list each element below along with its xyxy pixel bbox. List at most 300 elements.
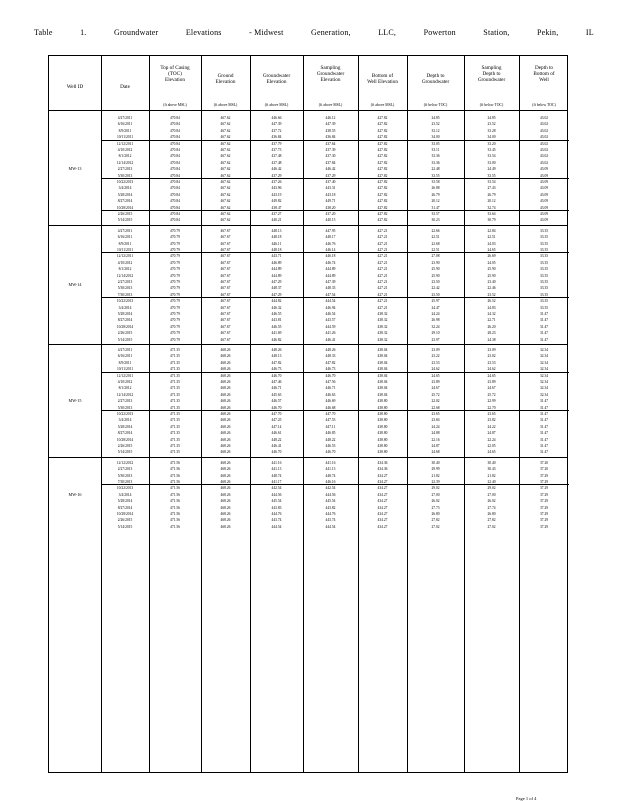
table-row (49, 266, 567, 272)
table-cell: 26.88 (431, 186, 440, 191)
table-cell: 7/30/2013 (117, 480, 133, 484)
table-cell: 37.29 (539, 473, 549, 478)
table-row (49, 353, 567, 359)
table-cell: 5/14/2015 (117, 337, 133, 342)
table-cell: 21.82 (487, 473, 496, 478)
table-cell: 471.56 (170, 460, 180, 465)
table-cell: 24.85 (431, 116, 440, 120)
table-row (49, 115, 567, 121)
table-cell: 446.69 (325, 399, 336, 404)
table-cell: 23.89 (431, 380, 440, 384)
table-cell: 437.73 (271, 148, 282, 152)
table-cell: 427.21 (377, 267, 388, 272)
table-cell: 468.26 (220, 486, 231, 491)
table-cell: 31.47 (539, 431, 549, 436)
table-cell: 26.80 (487, 512, 496, 516)
table-cell: 2/26/2015 (117, 444, 133, 448)
table-cell: 434.36 (377, 467, 388, 472)
table-cell: 427.21 (377, 248, 388, 252)
table-cell: 445.54 (325, 499, 336, 504)
table-cell: 471.35 (170, 373, 180, 378)
table-cell: 10/11/2011 (116, 135, 134, 140)
table-cell: 27.02 (431, 524, 440, 529)
table-cell: 24.83 (487, 305, 496, 310)
table-cell: 471.56 (170, 486, 180, 491)
table-cell: 31.47 (539, 418, 549, 423)
table-cell: 434.27 (377, 473, 388, 478)
table-cell: 444.89 (325, 273, 336, 278)
table-cell: 43.02 (539, 122, 549, 127)
table-cell: 22.51 (487, 235, 496, 240)
table-cell: 5/28/2014 (117, 499, 133, 504)
title-word: Groundwater (113, 28, 159, 37)
table-cell: 22.39 (431, 480, 440, 484)
table-cell: 467.67 (220, 260, 231, 265)
table-cell: 5/30/2013 (117, 473, 133, 478)
table-cell: 448.33 (325, 286, 336, 291)
table-cell: 26.02 (487, 499, 496, 504)
table-cell: 468.26 (220, 392, 231, 397)
well-id: MW-14 (68, 282, 82, 288)
table-cell: 10/22/2013 (116, 486, 134, 491)
table-cell: 438.04 (377, 354, 388, 359)
table-cell: 22.16 (431, 437, 440, 442)
table-cell: 468.26 (220, 348, 231, 352)
table-row (49, 179, 567, 185)
table-cell: 444.56 (325, 492, 336, 497)
table-cell: 26.20 (487, 324, 496, 329)
table-cell: 468.26 (220, 467, 231, 472)
table-cell: 8/1/2012 (118, 386, 132, 391)
table-cell: 24.62 (487, 367, 496, 372)
table-cell: 37.29 (539, 499, 549, 504)
table-cell: 438.04 (377, 386, 388, 391)
table-cell: 25.97 (431, 299, 440, 304)
table-cell: 5/14/2015 (117, 524, 133, 529)
table-cell: 43.09 (539, 186, 549, 191)
table-cell: 443.18 (325, 192, 336, 197)
table-cell: 24.62 (431, 367, 440, 372)
column-header-line: Elevation (165, 77, 185, 83)
table-cell: 467.62 (220, 180, 231, 184)
table-cell: 446.73 (271, 367, 282, 372)
table-cell: 37.20 (539, 467, 549, 472)
table-cell: 447.70 (271, 412, 282, 416)
table-cell: 467.62 (220, 167, 231, 172)
table-cell: 471.35 (170, 418, 180, 423)
table-cell: 33.35 (539, 260, 549, 265)
table-cell: 2/26/2015 (117, 331, 133, 336)
table-cell: 467.62 (220, 186, 231, 191)
table-cell: 29.99 (431, 467, 440, 472)
table-cell: 8/27/2014 (117, 505, 133, 510)
table-cell: 467.67 (220, 235, 231, 240)
table-cell: 26.02 (431, 499, 440, 504)
table-cell: 467.67 (220, 267, 231, 272)
table-cell: 442.54 (271, 486, 282, 491)
column-header (149, 56, 201, 111)
table-cell: 468.26 (220, 354, 231, 359)
table-cell: 434.27 (377, 486, 388, 491)
column-header-line: Depth to (534, 65, 553, 71)
table-cell: 5/30/2013 (117, 173, 133, 178)
table-cell: 446.16 (325, 480, 336, 484)
table-cell: 33.20 (487, 141, 496, 146)
table-cell: 449.71 (325, 199, 336, 204)
column-header (49, 56, 101, 111)
well-separator (49, 344, 567, 345)
table-cell: 8/9/2011 (118, 360, 132, 365)
table-cell: 8/1/2012 (118, 267, 132, 272)
table-cell: 470.79 (170, 324, 180, 329)
table-cell: 438.32 (377, 318, 388, 323)
table-cell: 446.41 (325, 337, 336, 342)
table-cell: 443.74 (325, 518, 336, 523)
column-unit: (ft above MSL) (370, 103, 395, 107)
table-cell: 31.47 (539, 450, 549, 455)
table-cell: 443.74 (271, 518, 282, 523)
column-header-line: Groundwater (262, 73, 291, 79)
table-cell: 22.48 (431, 167, 440, 172)
table-cell: 24.24 (431, 424, 440, 429)
table-cell: 8/27/2014 (117, 318, 133, 323)
table-cell: 441.26 (325, 331, 336, 336)
table-cell: 23.52 (431, 122, 440, 127)
table-cell: 434.27 (377, 524, 388, 529)
title-word: Pekin, (537, 28, 559, 37)
table-cell: 427.82 (377, 135, 388, 140)
table-cell: 468.26 (220, 492, 231, 497)
table-cell: 427.82 (377, 116, 388, 120)
table-cell: 427.82 (377, 154, 388, 159)
column-divider (407, 56, 408, 772)
table-cell: 33.45 (487, 148, 496, 152)
table-row (49, 279, 567, 288)
table-cell: 33.35 (539, 299, 549, 304)
table-cell: 470.79 (170, 299, 180, 304)
table-cell: 470.79 (170, 280, 180, 284)
table-cell: 446.63 (325, 392, 336, 397)
table-row (49, 498, 567, 504)
table-cell: 12/14/2012 (116, 392, 134, 397)
table-cell: 444.89 (271, 273, 282, 278)
table-cell: 32.34 (539, 380, 549, 384)
table-cell: 4/10/2012 (117, 260, 133, 265)
table-cell: 26.80 (431, 512, 440, 516)
table-cell: 447.14 (271, 424, 282, 429)
table-row (49, 443, 567, 449)
table-cell: 448.26 (325, 348, 336, 352)
table-cell: 467.62 (220, 128, 231, 133)
table-row (49, 373, 567, 379)
table-cell: 470.79 (170, 260, 180, 265)
table-cell: 443.31 (325, 186, 336, 191)
table-cell: 446.57 (271, 399, 282, 404)
table-cell: 467.62 (220, 199, 231, 204)
table-cell: 446.54 (325, 312, 336, 316)
title-word: - Midwest (249, 28, 284, 37)
table-cell: 12/12/2011 (116, 141, 134, 146)
table-cell: 27.00 (431, 492, 440, 497)
table-cell: 24.65 (487, 450, 496, 455)
table-row (49, 379, 567, 385)
table-cell: 438.80 (377, 412, 388, 416)
table-cell: 437.29 (325, 173, 336, 178)
table-cell: 37.29 (539, 524, 549, 529)
table-cell: 470.79 (170, 318, 180, 323)
table-cell: 12/12/2011 (116, 254, 134, 259)
table-cell: 43.09 (539, 199, 549, 204)
table-cell: 438.80 (377, 450, 388, 455)
table-cell: 441.69 (271, 331, 282, 336)
table-cell: 5/28/2014 (117, 424, 133, 429)
table-cell: 23.84 (431, 418, 440, 423)
table-row (49, 166, 567, 172)
table-cell: 24.88 (431, 431, 440, 436)
table-cell: 427.21 (377, 292, 388, 297)
table-cell: 32.34 (539, 373, 549, 378)
table-cell: 436.84 (325, 135, 336, 140)
table-cell: 446.42 (271, 167, 282, 172)
table-cell: 43.02 (539, 116, 549, 120)
table-cell: 467.62 (220, 116, 231, 120)
table-cell: 34.00 (431, 135, 440, 140)
table-cell: 445.54 (271, 499, 282, 504)
table-cell: 33.55 (487, 173, 496, 178)
table-cell: 471.56 (170, 524, 180, 529)
column-header-line: Sampling (481, 65, 502, 71)
column-header-line: (TOC) (168, 71, 182, 77)
table-cell: 10/28/2014 (116, 205, 134, 210)
table-cell: 22.51 (431, 235, 440, 240)
table-row (49, 198, 567, 204)
column-header-line: Elevation (215, 79, 236, 85)
table-cell: 470.79 (170, 235, 180, 240)
table-cell: 470.84 (170, 160, 180, 165)
column-header (464, 56, 519, 111)
table-cell: 10/22/2013 (116, 412, 134, 416)
table-cell: 33.54 (487, 180, 496, 184)
table-cell: 440.21 (271, 218, 282, 223)
column-header-line: Groundwater (316, 71, 345, 77)
table-cell: 470.84 (170, 192, 180, 197)
table-cell: 438.32 (377, 324, 388, 329)
table-cell: 471.56 (170, 512, 180, 516)
title-word: Elevations (185, 28, 222, 37)
table-cell: 24.67 (487, 386, 496, 391)
table-cell: 5/14/2015 (117, 450, 133, 455)
table-cell: 470.79 (170, 292, 180, 297)
table-cell: 427.21 (377, 273, 388, 278)
column-divider (464, 56, 465, 772)
table-cell: 467.67 (220, 318, 231, 323)
table-cell: 470.84 (170, 148, 180, 152)
table-cell: 24.85 (487, 116, 496, 120)
table-row (49, 234, 567, 240)
column-unit: (ft above MSL) (163, 103, 187, 107)
table-cell: 446.70 (271, 373, 282, 378)
table-cell: 32.34 (539, 392, 549, 397)
table-cell: 468.26 (220, 373, 231, 378)
table-cell: 438.04 (377, 367, 388, 372)
title-word: Powerton (423, 28, 456, 37)
table-cell: 468.26 (220, 431, 231, 436)
table-cell: 444.59 (325, 324, 336, 329)
table-cell: 33.36 (431, 160, 440, 165)
table-cell: 437.64 (325, 141, 336, 146)
table-row (49, 424, 567, 430)
table-cell: 446.55 (271, 324, 282, 329)
column-header-line: Depth to (482, 71, 501, 77)
table-cell: 437.79 (271, 141, 282, 146)
table-cell: 471.35 (170, 386, 180, 391)
column-header-line: Sampling (320, 65, 341, 71)
table-cell: 28.23 (487, 331, 496, 336)
table-cell: 27.82 (431, 518, 440, 523)
table-cell: 30.79 (487, 218, 496, 223)
table-cell: 467.67 (220, 337, 231, 342)
table-cell: 446.71 (325, 386, 336, 391)
table-cell: 33.35 (539, 228, 549, 233)
title-word: LLC, (378, 28, 397, 37)
table-cell: 33.35 (539, 280, 549, 284)
table-row (49, 385, 567, 391)
table-row (49, 437, 567, 443)
table-cell: 4/27/2011 (117, 228, 133, 233)
table-cell: 470.79 (170, 286, 180, 291)
table-cell: 470.79 (170, 228, 180, 233)
column-header-line: Ground (217, 73, 234, 79)
table-cell: 437.39 (325, 148, 336, 152)
table-cell: 438.55 (325, 128, 336, 133)
well-separator (49, 457, 567, 458)
table-cell: 470.84 (170, 135, 180, 140)
table-cell: 27.00 (487, 492, 496, 497)
table-cell: 447.29 (271, 280, 282, 284)
table-cell: 434.27 (377, 512, 388, 516)
table-cell: 32.24 (431, 324, 440, 329)
table-cell: 470.79 (170, 312, 180, 316)
table-cell: 27.74 (487, 505, 496, 510)
table-cell: 448.26 (271, 348, 282, 352)
table-cell: 437.48 (271, 160, 282, 165)
table-cell: 438.04 (377, 360, 388, 365)
table-cell: 43.02 (539, 160, 549, 165)
table-cell: 441.13 (325, 467, 336, 472)
table-cell: 37.20 (539, 460, 549, 465)
table-cell: 468.26 (220, 367, 231, 372)
table-cell: 438.04 (377, 348, 388, 352)
table-cell: 24.47 (431, 305, 440, 310)
table-cell: 471.35 (170, 354, 180, 359)
table-cell: 24.22 (487, 424, 496, 429)
table-cell: 438.04 (377, 380, 388, 384)
table-cell: 446.18 (325, 254, 336, 259)
table-cell: 43.09 (539, 192, 549, 197)
table-cell: 33.55 (431, 173, 440, 178)
table-cell: 470.84 (170, 180, 180, 184)
table-cell: 436.84 (271, 135, 282, 140)
table-row (49, 141, 567, 147)
table-cell: 470.79 (170, 331, 180, 336)
table-cell: 437.72 (271, 128, 282, 133)
table-cell: 22.84 (487, 228, 496, 233)
table-row (49, 392, 567, 398)
table-cell: 427.21 (377, 299, 388, 304)
column-header-line: Bottom of (371, 73, 394, 79)
table-cell: 448.74 (325, 473, 336, 478)
table-cell: 446.70 (325, 373, 336, 378)
table-cell: 32.74 (487, 205, 496, 210)
table-cell: 25.90 (487, 273, 496, 278)
table-cell: 24.65 (431, 373, 440, 378)
table-cell: 444.54 (325, 299, 336, 304)
table-cell: 471.56 (170, 518, 180, 523)
table-cell: 6/16/2011 (117, 354, 133, 359)
column-unit: (ft below TOC) (532, 103, 556, 107)
column-unit: (ft below TOC) (423, 103, 448, 107)
table-cell: 427.82 (377, 160, 388, 165)
well-id: MW-16 (68, 492, 82, 497)
column-header (201, 56, 250, 111)
table-cell: 471.56 (170, 467, 180, 472)
table-cell: 471.56 (170, 499, 180, 504)
table-cell: 43.09 (539, 218, 549, 223)
table-row (49, 241, 567, 247)
table-cell: 27.73 (431, 505, 440, 510)
table-cell: 448.13 (271, 354, 282, 359)
table-cell: 470.79 (170, 267, 180, 272)
table-cell: 447.54 (325, 292, 336, 297)
table-cell: 32.34 (539, 367, 549, 372)
table-cell: 43.09 (539, 167, 549, 172)
table-cell: 437.84 (325, 160, 336, 165)
table-row (49, 317, 567, 323)
table-cell: 438.04 (377, 373, 388, 378)
table-cell: 33.35 (539, 241, 549, 246)
table-cell: 3/4/2014 (118, 492, 132, 497)
table-row (49, 330, 567, 336)
table-cell: 20.12 (487, 199, 496, 204)
column-divider (250, 56, 251, 772)
table-cell: 437.27 (271, 212, 282, 216)
table-cell: 438.47 (271, 205, 282, 210)
table-cell: 427.21 (377, 305, 388, 310)
table-cell: 26.98 (431, 318, 440, 323)
table-cell: 31.47 (431, 205, 440, 210)
table-cell: 468.26 (220, 412, 231, 416)
table-row (49, 360, 567, 366)
table-row (49, 253, 567, 259)
table-cell: 5/28/2014 (117, 312, 133, 316)
table-cell: 37.29 (539, 518, 549, 523)
table-cell: 22.24 (487, 437, 496, 442)
table-cell: 471.35 (170, 412, 180, 416)
table-cell: 468.26 (220, 460, 231, 465)
table-cell: 470.84 (170, 141, 180, 146)
table-cell: 471.56 (170, 505, 180, 510)
table-cell: 471.35 (170, 399, 180, 404)
table-cell: 23.50 (431, 292, 440, 297)
table-title (34, 28, 594, 37)
table-cell: 43.02 (539, 128, 549, 133)
table-cell: 468.26 (220, 499, 231, 504)
well-id: MW-15 (68, 398, 82, 404)
table-cell: 468.26 (220, 480, 231, 484)
table-cell: 25.72 (431, 392, 440, 397)
table-cell: 427.82 (377, 122, 388, 127)
table-cell: 470.84 (170, 116, 180, 120)
